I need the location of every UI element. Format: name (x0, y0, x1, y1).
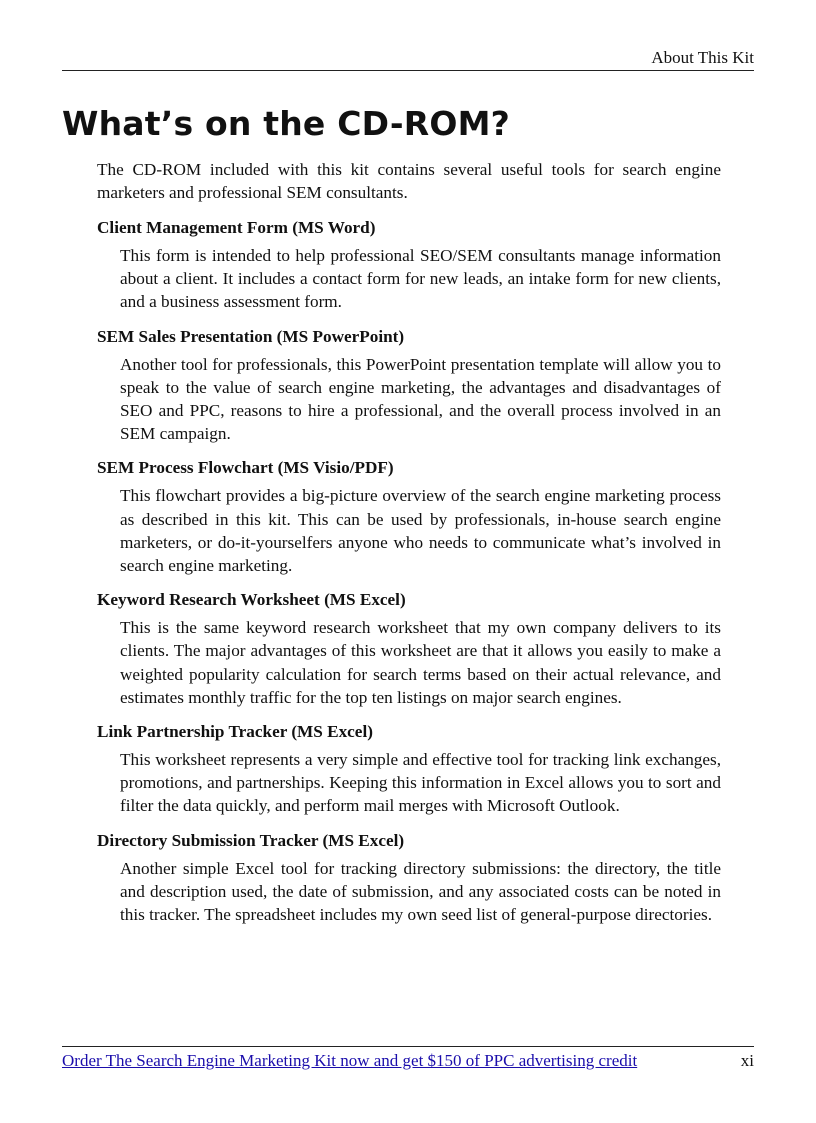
intro-paragraph: The CD-ROM included with this kit contains several useful tools for search engine marketers and professional SEM consultants. (97, 160, 721, 202)
tool-title: Keyword Research Worksheet (MS Excel) (97, 590, 406, 610)
tool-description: This worksheet represents a very simple and effective tool for tracking link exchanges, promotions, and partnerships. Keeping this information in Excel allows you to sort and filter the data quickly, and perform mail merges with Microsoft Outlook. (120, 750, 721, 816)
tool-title: SEM Process Flowchart (MS Visio/PDF) (97, 458, 394, 478)
tool-section-sales-presentation (97, 321, 721, 446)
page-number: xi (740, 1051, 754, 1070)
tool-description: This form is intended to help professional SEO/SEM consultants manage information about a client. It includes a contact form for new leads, an intake form for new clients, and a business assessment form. (120, 246, 721, 312)
page-footer (62, 1046, 754, 1072)
tool-section-process-flowchart (97, 452, 721, 577)
tool-title: Link Partnership Tracker (MS Excel) (97, 722, 373, 742)
tool-title: Client Management Form (MS Word) (97, 218, 376, 237)
tool-description: This is the same keyword research worksheet that my own company delivers to its clients. The major advantages of this worksheet are that it allows you easily to make a weighted popularity calculation for search terms based on their actual relevance, and estimates monthly traffic for the top ten listings on major search engines. (120, 618, 721, 707)
tool-description: This flowchart provides a big-picture overview of the search engine marketing process as described in this kit. This can be used by professionals, in-house search engine marketers, or do-it-yourselfers anyone who needs to communicate what’s involved in search engine marketing. (120, 486, 721, 576)
tool-description: Another tool for professionals, this PowerPoint presentation template will allow you to speak to the value of search engine marketing, the advantages and disadvantages of SEO and PPC, reasons to hire a professional, and the overall process involved in an SEM campaign. (120, 354, 721, 444)
order-kit-link[interactable]: Order The Search Engine Marketing Kit now and get $150 of PPC advertising credit (62, 1051, 638, 1070)
tool-section-link-tracker (97, 716, 721, 818)
running-header (62, 46, 754, 71)
tool-section-client-management (97, 212, 721, 314)
tool-title: SEM Sales Presentation (MS PowerPoint) (97, 326, 405, 346)
tool-section-directory-tracker (97, 825, 721, 927)
tool-section-keyword-worksheet (97, 584, 721, 709)
tool-description: Another simple Excel tool for tracking directory submissions: the directory, the title and description used, the date of submission, and any associated costs can be noted in this tracker. The spreadsheet includes my own seed list of general-purpose directories. (120, 858, 721, 925)
main-content (97, 158, 721, 933)
tool-title: Directory Submission Tracker (MS Excel) (97, 830, 405, 850)
page-title: What’s on the CD-ROM? (62, 104, 510, 143)
running-header-title: About This Kit (651, 48, 754, 67)
